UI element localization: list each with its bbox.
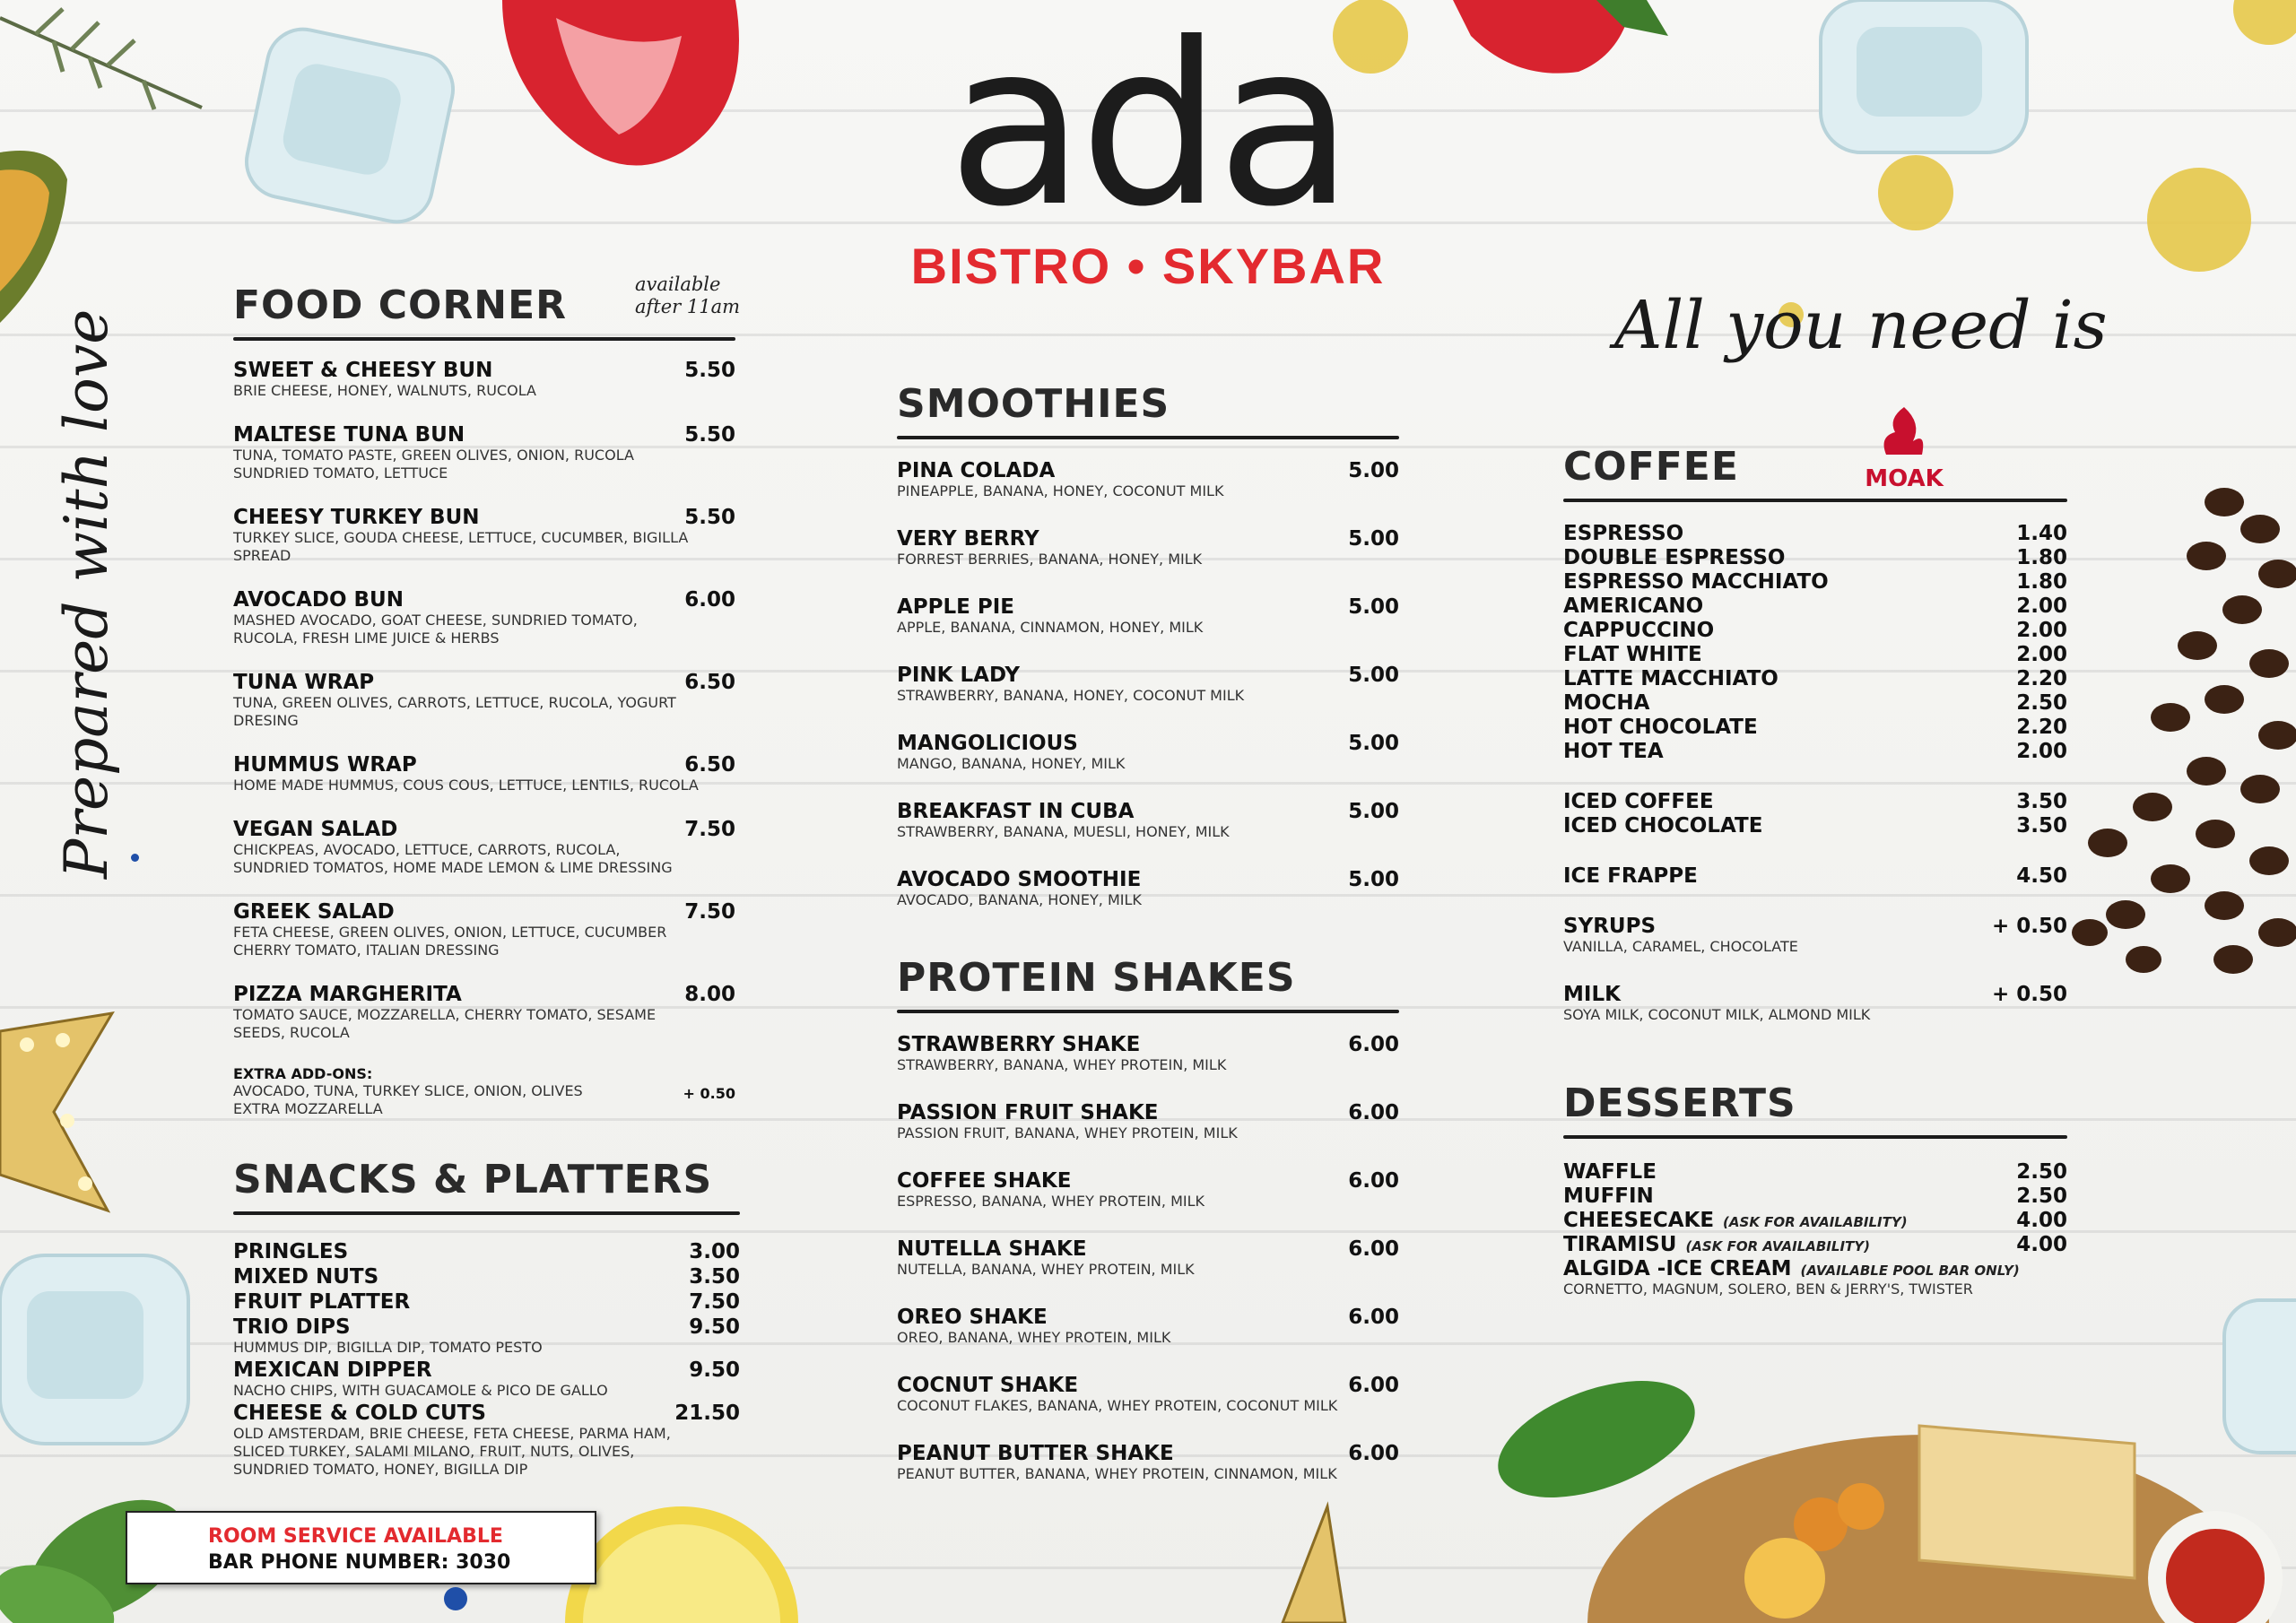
section-title: FOOD CORNER bbox=[233, 282, 568, 328]
item-price: 4.50 bbox=[2016, 864, 2067, 888]
item-price: 3.50 bbox=[2016, 814, 2067, 838]
item-note: (ASK FOR AVAILABILITY) bbox=[1685, 1238, 1870, 1254]
item-name: CHEESECAKE bbox=[1563, 1209, 1715, 1232]
item-description: FORREST BERRIES, BANANA, HONEY, MILK bbox=[897, 551, 1203, 568]
item-name: SWEET & CHEESY BUN bbox=[233, 359, 493, 382]
cheese-platter-icon bbox=[1587, 1426, 2283, 1623]
menu-item bbox=[1563, 864, 2067, 888]
item-price: 5.00 bbox=[1348, 459, 1399, 482]
item-description: PEANUT BUTTER, BANANA, WHEY PROTEIN, CINNAMON, MILK bbox=[897, 1465, 1337, 1482]
protein-section bbox=[897, 955, 1399, 1510]
item-name: LATTE MACCHIATO bbox=[1563, 667, 1779, 690]
item-price: 6.50 bbox=[684, 753, 735, 777]
item-price: 2.00 bbox=[2016, 619, 2067, 642]
item-price: 3.00 bbox=[689, 1240, 740, 1263]
item-name: MALTESE TUNA BUN bbox=[233, 423, 465, 447]
menu-item bbox=[233, 900, 735, 959]
menu-item bbox=[1563, 643, 2067, 666]
menu-item bbox=[1563, 691, 2067, 715]
item-price: 3.50 bbox=[2016, 790, 2067, 813]
item-price: 1.40 bbox=[2016, 522, 2067, 545]
avocado-icon bbox=[0, 151, 67, 323]
item-description: COCONUT FLAKES, BANANA, WHEY PROTEIN, COCONUT MILK bbox=[897, 1397, 1338, 1414]
item-name: PRINGLES bbox=[233, 1240, 349, 1263]
item-price: 4.00 bbox=[2016, 1209, 2067, 1232]
item-price: + 0.50 bbox=[1991, 915, 2067, 938]
menu-item bbox=[897, 595, 1399, 637]
addons-item bbox=[233, 1065, 735, 1118]
item-name: BREAKFAST IN CUBA bbox=[897, 800, 1135, 823]
menu-item bbox=[1563, 915, 2067, 956]
menu-item bbox=[233, 1240, 740, 1263]
item-price: 6.00 bbox=[1348, 1442, 1399, 1465]
item-description: TOMATO SAUCE, MOZZARELLA, CHERRY TOMATO, SESAME SEEDS, RUCOLA bbox=[233, 1006, 657, 1041]
item-name: PINA COLADA bbox=[897, 459, 1056, 482]
item-price: 6.00 bbox=[684, 588, 735, 612]
moak-logo bbox=[1864, 405, 1944, 492]
item-price: 2.00 bbox=[2016, 643, 2067, 666]
section-title: DESSERTS bbox=[1563, 1081, 1796, 1126]
item-price: 5.50 bbox=[684, 359, 735, 382]
item-name: PIZZA MARGHERITA bbox=[233, 983, 462, 1006]
item-price: 9.50 bbox=[689, 1358, 740, 1382]
menu-item bbox=[1563, 522, 2067, 545]
coffee-beans-icon bbox=[2072, 488, 2296, 974]
item-name: MIXED NUTS bbox=[233, 1265, 379, 1289]
item-name: AVOCADO SMOOTHIE bbox=[897, 868, 1142, 891]
menu-item bbox=[1563, 1257, 2067, 1298]
item-name: VERY BERRY bbox=[897, 527, 1039, 551]
menu-item bbox=[897, 868, 1399, 909]
lemon-slice-icon bbox=[565, 1506, 798, 1623]
menu-item bbox=[897, 732, 1399, 773]
menu-item bbox=[1563, 740, 2067, 763]
item-name: TUNA WRAP bbox=[233, 671, 375, 694]
room-service-box bbox=[126, 1511, 596, 1584]
item-price: 6.50 bbox=[684, 671, 735, 694]
item-price: 2.50 bbox=[2016, 1185, 2067, 1208]
item-description: PASSION FRUIT, BANANA, WHEY PROTEIN, MILK bbox=[897, 1124, 1238, 1141]
section-divider bbox=[897, 1010, 1399, 1013]
item-description: NUTELLA, BANANA, WHEY PROTEIN, MILK bbox=[897, 1261, 1195, 1278]
item-price: 5.00 bbox=[1348, 527, 1399, 551]
item-price: 8.00 bbox=[684, 983, 735, 1006]
gold-glitter-icon bbox=[1333, 0, 2296, 327]
item-price: 3.50 bbox=[689, 1265, 740, 1289]
menu-item bbox=[1563, 667, 2067, 690]
item-name: TIRAMISU bbox=[1563, 1233, 1677, 1256]
item-price: 1.80 bbox=[2016, 570, 2067, 594]
availability-note: available after 11am bbox=[635, 273, 741, 317]
section-title: PROTEIN SHAKES bbox=[897, 955, 1296, 1001]
item-name: PINK LADY bbox=[897, 664, 1021, 687]
menu-item bbox=[897, 1169, 1399, 1211]
item-description: FETA CHEESE, GREEN OLIVES, ONION, LETTUCE, CUCUMBER CHERRY TOMATO, ITALIAN DRESSING bbox=[233, 924, 667, 959]
menu-item bbox=[1563, 1209, 2067, 1232]
item-name: HOT TEA bbox=[1563, 740, 1664, 763]
item-description: CORNETTO, MAGNUM, SOLERO, BEN & JERRY'S, TWISTER bbox=[1563, 1280, 1973, 1298]
item-description: HOME MADE HUMMUS, COUS COUS, LETTUCE, LENTILS, RUCOLA bbox=[233, 777, 699, 794]
item-name: ESPRESSO MACCHIATO bbox=[1563, 570, 1829, 594]
section-divider bbox=[1563, 499, 2067, 502]
item-name: FRUIT PLATTER bbox=[233, 1290, 411, 1314]
item-price: 21.50 bbox=[674, 1402, 740, 1425]
logo bbox=[861, 0, 1435, 295]
item-name: AVOCADO BUN bbox=[233, 588, 404, 612]
item-note: (ASK FOR AVAILABILITY) bbox=[1723, 1214, 1908, 1230]
room-service-label: ROOM SERVICE AVAILABLE bbox=[208, 1525, 503, 1548]
item-description: MASHED AVOCADO, GOAT CHEESE, SUNDRIED TOMATO, RUCOLA, FRESH LIME JUICE & HERBS bbox=[233, 612, 638, 647]
section-divider bbox=[1563, 1135, 2067, 1139]
menu-item bbox=[233, 423, 735, 482]
menu-item bbox=[233, 1402, 740, 1479]
menu-item bbox=[897, 1374, 1399, 1415]
item-description: NACHO CHIPS, WITH GUACAMOLE & PICO DE GALLO bbox=[233, 1382, 608, 1399]
item-name: COCNUT SHAKE bbox=[897, 1374, 1079, 1397]
food-corner-section bbox=[233, 273, 741, 1118]
menu-item bbox=[233, 588, 735, 647]
item-name: VEGAN SALAD bbox=[233, 818, 398, 841]
item-name: FLAT WHITE bbox=[1563, 643, 1702, 666]
logo-subtitle: BISTRO • SKYBAR bbox=[910, 238, 1386, 294]
ice-cube-icon bbox=[2224, 1300, 2296, 1453]
item-description: STRAWBERRY, BANANA, WHEY PROTEIN, MILK bbox=[897, 1056, 1227, 1073]
item-name: WAFFLE bbox=[1563, 1160, 1657, 1184]
smoothies-section bbox=[897, 381, 1399, 936]
item-name: STRAWBERRY SHAKE bbox=[897, 1033, 1141, 1056]
item-name: HUMMUS WRAP bbox=[233, 753, 417, 777]
item-name: OREO SHAKE bbox=[897, 1306, 1048, 1329]
item-name: HOT CHOCOLATE bbox=[1563, 716, 1758, 739]
item-description: PINEAPPLE, BANANA, HONEY, COCONUT MILK bbox=[897, 482, 1224, 499]
item-description: APPLE, BANANA, CINNAMON, HONEY, MILK bbox=[897, 619, 1204, 636]
item-name: ICE FRAPPE bbox=[1563, 864, 1698, 888]
coffee-section bbox=[1563, 444, 2067, 1025]
item-name: ICED COFFEE bbox=[1563, 790, 1714, 813]
item-description: STRAWBERRY, BANANA, MUESLI, HONEY, MILK bbox=[897, 823, 1230, 840]
section-title: SNACKS & PLATTERS bbox=[233, 1157, 713, 1202]
menu-item bbox=[1563, 1160, 2067, 1184]
item-name: PASSION FRUIT SHAKE bbox=[897, 1101, 1159, 1124]
item-name: DOUBLE ESPRESSO bbox=[1563, 546, 1786, 569]
item-description: VANILLA, CARAMEL, CHOCOLATE bbox=[1563, 938, 1798, 955]
item-note: (AVAILABLE POOL BAR ONLY) bbox=[1800, 1263, 2020, 1279]
item-price: 5.50 bbox=[684, 423, 735, 447]
menu-item bbox=[233, 818, 735, 877]
menu-item bbox=[233, 1265, 740, 1289]
item-price: 5.00 bbox=[1348, 595, 1399, 619]
item-price: 7.50 bbox=[684, 900, 735, 924]
item-price: 6.00 bbox=[1348, 1033, 1399, 1056]
item-description: TUNA, TOMATO PASTE, GREEN OLIVES, ONION, RUCOLA SUNDRIED TOMATO, LETTUCE bbox=[233, 447, 634, 482]
menu-item bbox=[897, 800, 1399, 841]
item-name: MANGOLICIOUS bbox=[897, 732, 1078, 755]
section-divider bbox=[233, 1211, 740, 1215]
item-price: 7.50 bbox=[684, 818, 735, 841]
section-divider bbox=[897, 436, 1399, 439]
item-name: MOCHA bbox=[1563, 691, 1650, 715]
item-price: 2.50 bbox=[2016, 1160, 2067, 1184]
item-name: GREEK SALAD bbox=[233, 900, 395, 924]
menu-item bbox=[897, 1237, 1399, 1279]
item-price: 5.00 bbox=[1348, 732, 1399, 755]
section-title: SMOOTHIES bbox=[897, 381, 1170, 427]
menu-item bbox=[1563, 595, 2067, 618]
logo-wordmark: ada bbox=[947, 0, 1349, 256]
menu-item bbox=[1563, 1233, 2067, 1256]
menu-item bbox=[1563, 790, 2067, 813]
item-description: SOYA MILK, COCONUT MILK, ALMOND MILK bbox=[1563, 1006, 1871, 1023]
item-description: TURKEY SLICE, GOUDA CHEESE, LETTUCE, CUCUMBER, BIGILLA SPREAD bbox=[233, 529, 689, 564]
item-description: TUNA, GREEN OLIVES, CARROTS, LETTUCE, RUCOLA, YOGURT DRESING bbox=[233, 694, 676, 729]
item-name: COFFEE SHAKE bbox=[897, 1169, 1072, 1193]
moak-flame-icon bbox=[1877, 405, 1931, 461]
menu-item bbox=[897, 1442, 1399, 1483]
item-name: TRIO DIPS bbox=[233, 1315, 351, 1339]
menu-item bbox=[897, 664, 1399, 705]
menu-item bbox=[1563, 619, 2067, 642]
menu-item bbox=[233, 1290, 740, 1314]
menu-item bbox=[897, 1033, 1399, 1074]
item-price: 1.80 bbox=[2016, 546, 2067, 569]
ice-cube-icon bbox=[1821, 0, 2027, 152]
item-name: MUFFIN bbox=[1563, 1185, 1654, 1208]
menu-item bbox=[233, 506, 735, 565]
desserts-section bbox=[1563, 1081, 2067, 1299]
moak-wordmark: MOAK bbox=[1865, 465, 1944, 492]
item-price: 6.00 bbox=[1348, 1101, 1399, 1124]
menu-item bbox=[1563, 716, 2067, 739]
rosemary-icon bbox=[0, 9, 202, 109]
item-description: AVOCADO, BANANA, HONEY, MILK bbox=[897, 891, 1142, 908]
item-name: PEANUT BUTTER SHAKE bbox=[897, 1442, 1174, 1465]
snacks-section bbox=[233, 1157, 740, 1480]
item-name: SYRUPS bbox=[1563, 915, 1657, 938]
menu-item bbox=[1563, 814, 2067, 838]
item-price: 2.50 bbox=[2016, 691, 2067, 715]
item-price: + 0.50 bbox=[1991, 983, 2067, 1006]
item-name: ICED CHOCOLATE bbox=[1563, 814, 1763, 838]
menu-item bbox=[233, 671, 735, 730]
menu-item bbox=[233, 1358, 740, 1400]
item-name: APPLE PIE bbox=[897, 595, 1015, 619]
item-name: AMERICANO bbox=[1563, 595, 1704, 618]
menu-item bbox=[233, 1315, 740, 1357]
item-description: HUMMUS DIP, BIGILLA DIP, TOMATO PESTO bbox=[233, 1339, 543, 1356]
ice-cube-icon bbox=[0, 1255, 188, 1444]
bar-phone-label: BAR PHONE NUMBER: 3030 bbox=[208, 1551, 511, 1574]
side-tagline: Prepared with love bbox=[52, 308, 121, 879]
item-price: 5.50 bbox=[684, 506, 735, 529]
item-name: CHEESY TURKEY BUN bbox=[233, 506, 480, 529]
blue-dot-icon bbox=[131, 854, 139, 862]
item-description: BRIE CHEESE, HONEY, WALNUTS, RUCOLA bbox=[233, 382, 536, 399]
item-price: 6.00 bbox=[1348, 1374, 1399, 1397]
ice-cube-icon bbox=[240, 22, 460, 229]
menu-item bbox=[1563, 1185, 2067, 1208]
menu-item bbox=[1563, 570, 2067, 594]
item-price: 4.00 bbox=[2016, 1233, 2067, 1256]
menu-item bbox=[1563, 546, 2067, 569]
blue-dot-icon bbox=[444, 1587, 467, 1610]
menu-item bbox=[233, 753, 735, 794]
item-price: 2.00 bbox=[2016, 595, 2067, 618]
tagline: All you need is bbox=[1614, 287, 2108, 364]
menu-item bbox=[897, 527, 1399, 568]
item-description: AVOCADO, TUNA, TURKEY SLICE, ONION, OLIVES EXTRA MOZZARELLA bbox=[233, 1082, 583, 1117]
item-price: 5.00 bbox=[1348, 800, 1399, 823]
item-price: 2.20 bbox=[2016, 716, 2067, 739]
item-name: ESPRESSO bbox=[1563, 522, 1684, 545]
menu-item bbox=[897, 1101, 1399, 1142]
item-price: 7.50 bbox=[689, 1290, 740, 1314]
item-name: MEXICAN DIPPER bbox=[233, 1358, 432, 1382]
item-description: OREO, BANANA, WHEY PROTEIN, MILK bbox=[897, 1329, 1171, 1346]
item-price: 5.00 bbox=[1348, 664, 1399, 687]
item-name: CHEESE & COLD CUTS bbox=[233, 1402, 486, 1425]
item-description: ESPRESSO, BANANA, WHEY PROTEIN, MILK bbox=[897, 1193, 1205, 1210]
item-price: 5.00 bbox=[1348, 868, 1399, 891]
item-price: 6.00 bbox=[1348, 1169, 1399, 1193]
item-price: 6.00 bbox=[1348, 1237, 1399, 1261]
item-name: CAPPUCCINO bbox=[1563, 619, 1715, 642]
section-divider bbox=[233, 337, 735, 341]
item-name: ALGIDA -ICE CREAM bbox=[1563, 1257, 1792, 1280]
item-description: MANGO, BANANA, HONEY, MILK bbox=[897, 755, 1126, 772]
basil-leaf-icon bbox=[1483, 1358, 1710, 1521]
menu-item bbox=[897, 459, 1399, 500]
menu-item bbox=[233, 359, 735, 400]
item-price: 2.20 bbox=[2016, 667, 2067, 690]
item-description: OLD AMSTERDAM, BRIE CHEESE, FETA CHEESE, PARMA HAM, SLICED TURKEY, SALAMI MILANO, FRUIT, NUTS, OLIVES, SUNDRIED TOMATO, HONEY, BIGILLA DIP bbox=[233, 1425, 671, 1478]
menu-item bbox=[233, 983, 735, 1042]
menu-item bbox=[1563, 983, 2067, 1024]
item-name: NUTELLA SHAKE bbox=[897, 1237, 1087, 1261]
item-price: + 0.50 bbox=[683, 1085, 735, 1102]
item-price: 2.00 bbox=[2016, 740, 2067, 763]
item-description: CHICKPEAS, AVOCADO, LETTUCE, CARROTS, RUCOLA, SUNDRIED TOMATOS, HOME MADE LEMON & LIME DRESSING bbox=[233, 841, 673, 876]
section-title: COFFEE bbox=[1563, 444, 1739, 490]
item-description: STRAWBERRY, BANANA, HONEY, COCONUT MILK bbox=[897, 687, 1245, 704]
menu-item bbox=[897, 1306, 1399, 1347]
item-name: MILK bbox=[1563, 983, 1621, 1006]
item-name: EXTRA ADD-ONS: bbox=[233, 1065, 373, 1082]
item-price: 6.00 bbox=[1348, 1306, 1399, 1329]
item-price: 9.50 bbox=[689, 1315, 740, 1339]
